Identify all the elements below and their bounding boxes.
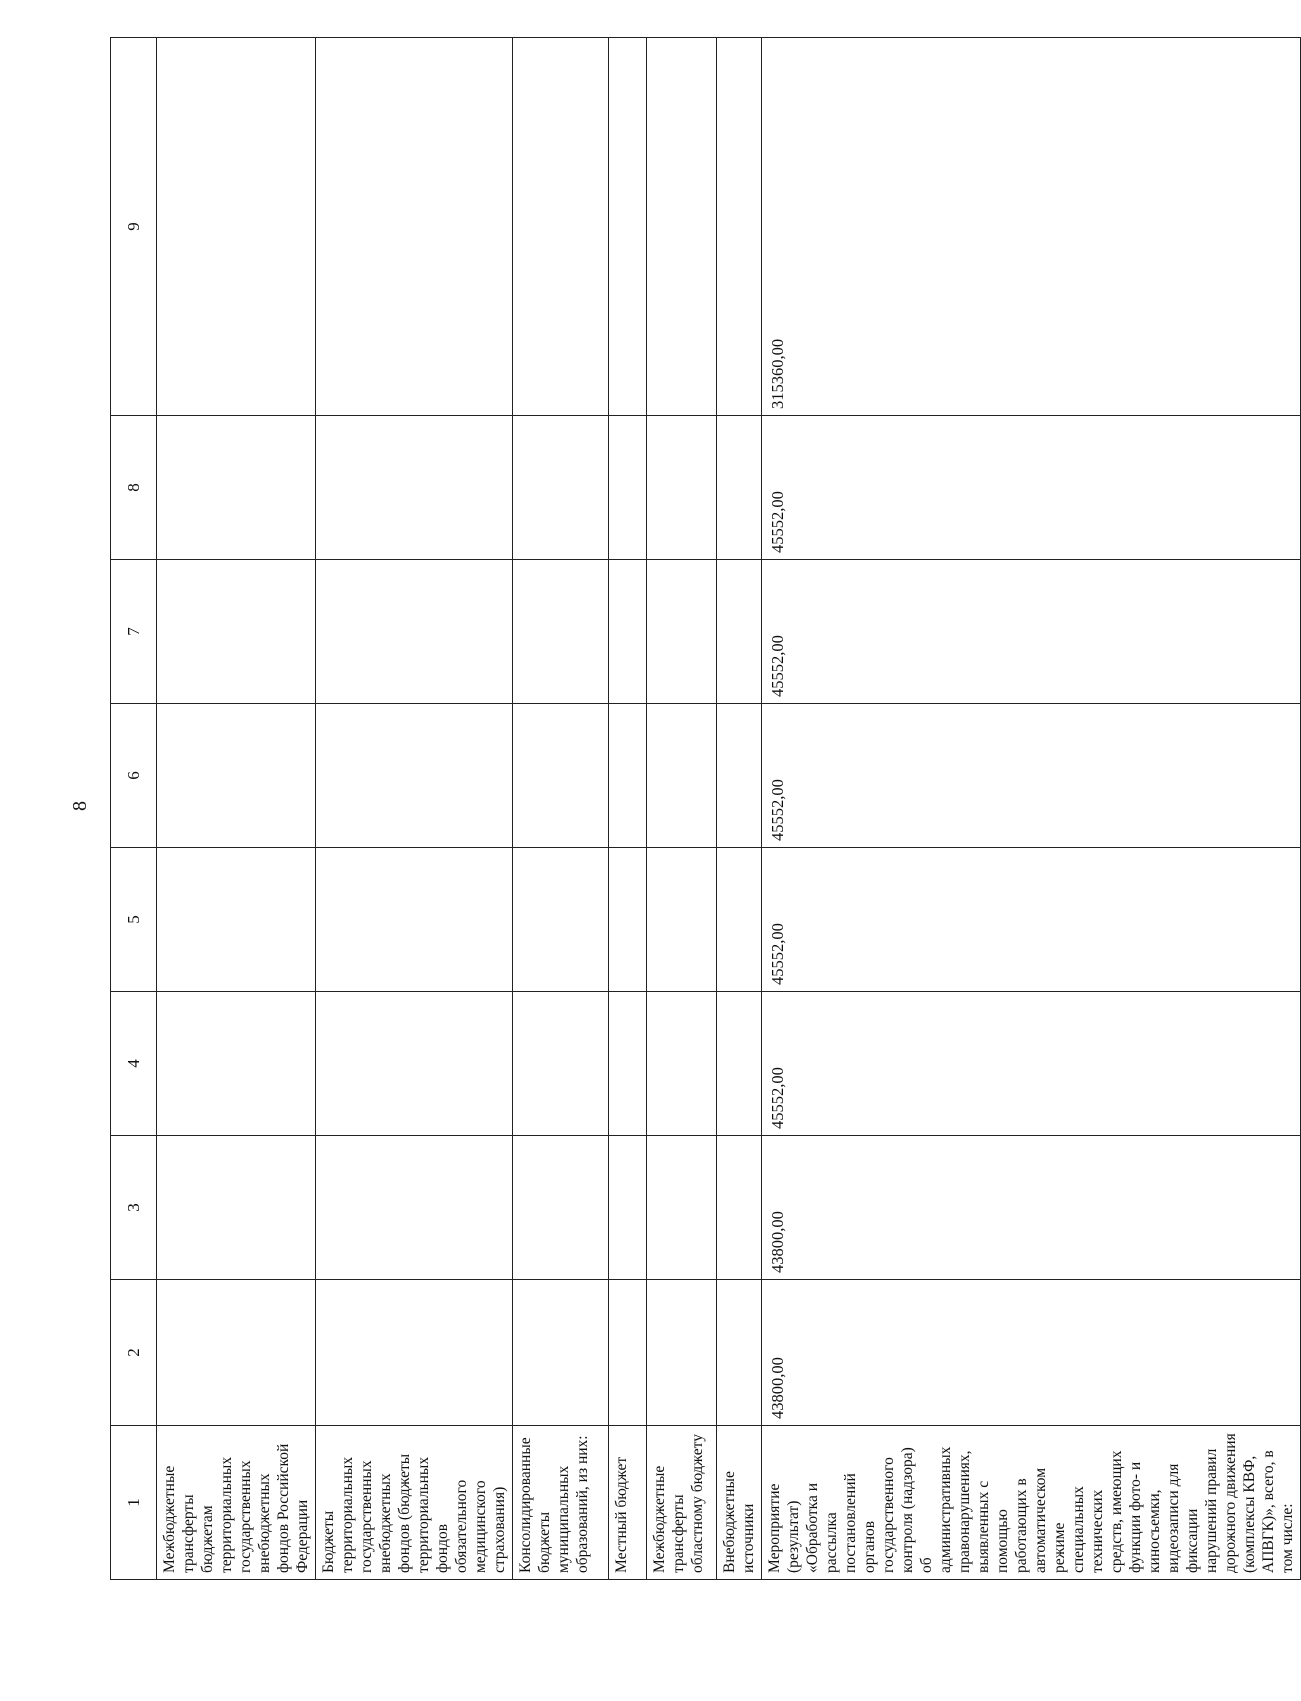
table-cell [647, 560, 717, 704]
table-cell [609, 704, 647, 848]
table-cell [717, 1136, 762, 1280]
table-cell [316, 416, 513, 560]
table-cell [316, 992, 513, 1136]
table-cell [717, 992, 762, 1136]
table-cell [609, 992, 647, 1136]
table-cell [717, 848, 762, 992]
table-cell [513, 38, 609, 416]
table-cell: 45552,00 [762, 704, 1301, 848]
table-cell [316, 560, 513, 704]
table-cell: 45552,00 [762, 416, 1301, 560]
table-cell [513, 1136, 609, 1280]
table-cell: 45552,00 [762, 992, 1301, 1136]
table-row [157, 38, 316, 1580]
table-cell [157, 416, 316, 560]
table-cell [316, 848, 513, 992]
row-label: Бюджеты территориальных государственных внебюджетных фондов (бюджеты территориальных фондов обязательного медицинского страхования) [316, 1426, 513, 1580]
row-label: Местный бюджет [609, 1426, 647, 1580]
table-row [647, 38, 717, 1580]
table-cell [157, 560, 316, 704]
table-cell [609, 38, 647, 416]
table-row [762, 38, 1301, 1580]
table-cell [717, 704, 762, 848]
column-number: 2 [111, 1280, 157, 1426]
table-cell [157, 704, 316, 848]
table-cell: 43800,00 [762, 1136, 1301, 1280]
table-cell [316, 38, 513, 416]
table-cell [647, 38, 717, 416]
column-number: 3 [111, 1136, 157, 1280]
table-cell [513, 992, 609, 1136]
budget-table [110, 37, 1301, 1580]
table-cell: 45552,00 [762, 560, 1301, 704]
table-cell [647, 704, 717, 848]
column-number: 6 [111, 704, 157, 848]
row-label: Мероприятие (результат) «Обработка и рассылка постановлений органов государственного контроля (надзора) об административных правонарушениях, выявленных с помощью работающих в автоматическом режиме специальных технических средств, имеющих функции фото- и киносъемки, видеозаписи для фиксации нарушений правил дорожного движения (комплексы КВФ, АПВГК)», всего, в том числе: [762, 1426, 1301, 1580]
table-cell [157, 1136, 316, 1280]
table-cell [609, 848, 647, 992]
table-row [513, 38, 609, 1580]
table-cell [717, 560, 762, 704]
table-row [609, 38, 647, 1580]
table-cell [316, 704, 513, 848]
table-cell [609, 1136, 647, 1280]
row-label: Консолидированные бюджеты муниципальных образований, из них: [513, 1426, 609, 1580]
table-cell: 43800,00 [762, 1280, 1301, 1426]
table-cell [609, 416, 647, 560]
table-cell [647, 992, 717, 1136]
table-cell [609, 1280, 647, 1426]
table-cell [157, 848, 316, 992]
table-row [316, 38, 513, 1580]
table-cell [513, 416, 609, 560]
row-label: Внебюджетные источники [717, 1426, 762, 1580]
column-number: 9 [111, 38, 157, 416]
table-cell [513, 1280, 609, 1426]
table-cell [647, 1280, 717, 1426]
row-label: Межбюджетные трансферты бюджетам территориальных государственных внебюджетных фондов Российской Федерации [157, 1426, 316, 1580]
table-cell [609, 560, 647, 704]
page-number-text: 8 [69, 801, 91, 811]
table-cell [647, 416, 717, 560]
column-number: 7 [111, 560, 157, 704]
column-number: 8 [111, 416, 157, 560]
column-number: 5 [111, 848, 157, 992]
column-number-row [111, 38, 157, 1580]
table-cell [316, 1136, 513, 1280]
table-cell [647, 1136, 717, 1280]
column-number: 4 [111, 992, 157, 1136]
table-cell: 45552,00 [762, 848, 1301, 992]
column-number: 1 [111, 1426, 157, 1580]
table-cell [316, 1280, 513, 1426]
table-cell [717, 1280, 762, 1426]
table-cell [647, 848, 717, 992]
table-cell [157, 1280, 316, 1426]
table-cell [157, 38, 316, 416]
table-cell [157, 992, 316, 1136]
table-row [717, 38, 762, 1580]
table-cell [513, 848, 609, 992]
table-cell [717, 38, 762, 416]
row-label: Межбюджетные трансферты областному бюджету [647, 1426, 717, 1580]
table-cell [513, 704, 609, 848]
table-cell [717, 416, 762, 560]
table-cell: 315360,00 [762, 38, 1301, 416]
table-cell [513, 560, 609, 704]
